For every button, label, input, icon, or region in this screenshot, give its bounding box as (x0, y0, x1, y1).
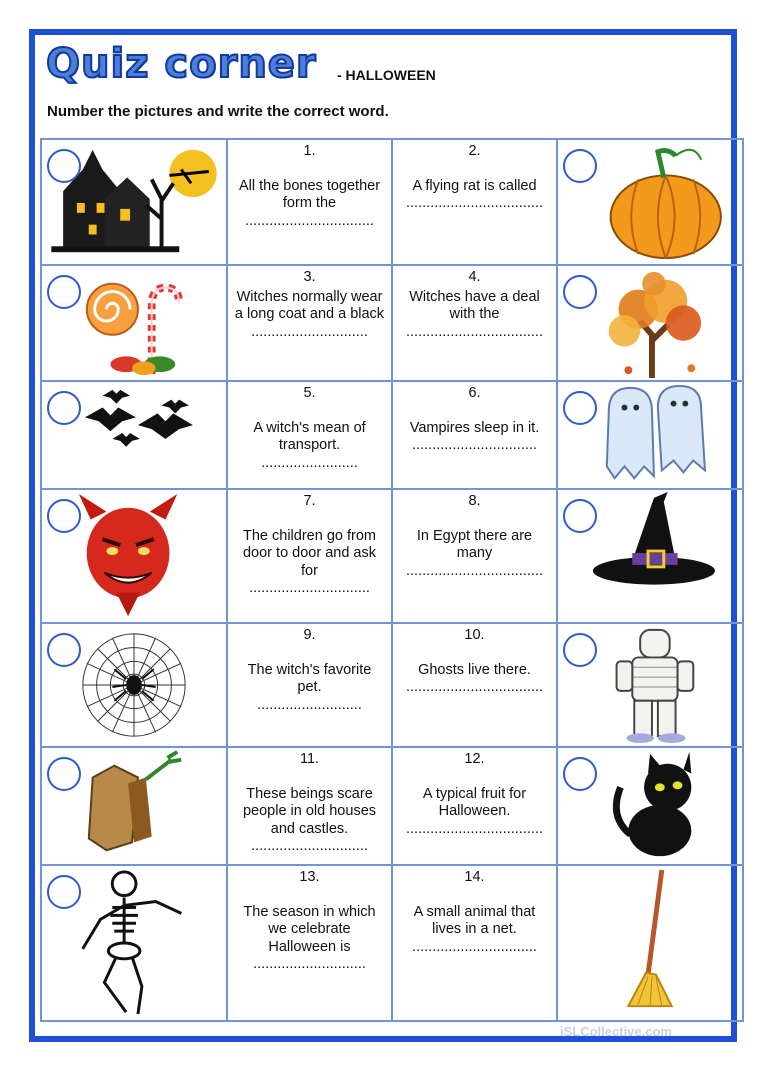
clue-cell (392, 623, 557, 747)
clue-number: 5. (303, 385, 316, 401)
table-row (41, 747, 743, 865)
answer-circle[interactable] (563, 391, 597, 425)
answer-line[interactable]: .................................. (406, 820, 543, 837)
picture-cell (557, 747, 743, 865)
clue-text: These beings scare people in old houses and castles. (242, 785, 377, 837)
picture-cell (41, 865, 227, 1021)
answer-line[interactable]: .................................. (406, 679, 543, 695)
clue-cell (227, 265, 392, 381)
answer-circle[interactable] (563, 275, 597, 309)
clue-cell (227, 623, 392, 747)
picture-cell (41, 139, 227, 265)
page-subtitle: - HALLOWEEN (337, 67, 436, 83)
clue-number: 13. (299, 869, 320, 885)
answer-circle[interactable] (563, 149, 597, 183)
answer-line[interactable]: ............................. (251, 323, 368, 340)
clue-cell (227, 381, 392, 489)
clue-number: 10. (464, 627, 485, 643)
clue-cell (392, 865, 557, 1021)
clue-cell (392, 747, 557, 865)
answer-line[interactable]: .................................. (406, 323, 543, 340)
clue-number: 12. (464, 751, 485, 767)
clue-cell (392, 381, 557, 489)
clue-text: The witch's favorite pet. (247, 661, 372, 695)
answer-line[interactable]: ............................... (412, 938, 537, 955)
clue-text: The children go from door to door and ask for (242, 527, 376, 579)
picture-cell (41, 747, 227, 865)
clue-cell (227, 865, 392, 1021)
clue-text: A witch's mean of transport. (253, 419, 366, 453)
table-row (41, 865, 743, 1021)
answer-line[interactable]: ............................. (251, 838, 368, 854)
clue-text: In Egypt there are many (416, 527, 533, 561)
clue-number: 14. (464, 869, 485, 885)
picture-cell (557, 489, 743, 623)
clue-text: Ghosts live there. (418, 661, 531, 678)
answer-line[interactable]: .................................. (406, 562, 543, 579)
answer-circle[interactable] (47, 149, 81, 183)
clue-text: Vampires sleep in it. (409, 419, 540, 436)
clue-text: A typical fruit for Halloween. (422, 785, 527, 819)
page-title: Quiz corner (46, 41, 317, 87)
answer-line[interactable]: ............................ (253, 956, 366, 972)
clue-text: A flying rat is called (412, 177, 537, 194)
clue-text: A small animal that lives in a net. (413, 903, 536, 937)
picture-cell (557, 623, 743, 747)
answer-line[interactable]: .................................. (406, 195, 543, 211)
clue-number: 8. (468, 493, 481, 509)
answer-line[interactable]: ................................ (245, 212, 374, 229)
table-row (41, 489, 743, 623)
picture-cell (557, 139, 743, 265)
clue-number: 4. (468, 269, 481, 285)
clue-number: 6. (468, 385, 481, 401)
instructions: Number the pictures and write the correct word. (47, 103, 389, 120)
table-row (41, 265, 743, 381)
clue-cell (227, 489, 392, 623)
answer-circle[interactable] (47, 391, 81, 425)
clue-number: 9. (303, 627, 316, 643)
watermark: iSLCollective.com (560, 1024, 672, 1039)
picture-cell (557, 865, 743, 1021)
answer-circle[interactable] (47, 499, 81, 533)
quiz-table (40, 138, 744, 1022)
clue-number: 7. (303, 493, 316, 509)
answer-circle[interactable] (563, 633, 597, 667)
answer-line[interactable]: ............................... (412, 437, 537, 453)
picture-cell (557, 265, 743, 381)
answer-circle[interactable] (563, 757, 597, 791)
clue-text: Witches have a deal with the (409, 288, 540, 322)
table-row (41, 381, 743, 489)
clue-cell (392, 489, 557, 623)
answer-line[interactable]: .............................. (249, 580, 370, 596)
table-row (41, 623, 743, 747)
clue-number: 11. (299, 751, 320, 767)
answer-circle[interactable] (563, 499, 597, 533)
clue-cell (227, 139, 392, 265)
clue-text: The season in which we celebrate Halloween is (243, 903, 376, 955)
broom-icon (558, 866, 742, 1020)
clue-text: All the bones together form the (238, 177, 381, 211)
clue-cell (392, 265, 557, 381)
picture-cell (41, 623, 227, 747)
clue-number: 1. (303, 143, 316, 159)
picture-cell (41, 489, 227, 623)
answer-circle[interactable] (47, 275, 81, 309)
answer-line[interactable]: .......................... (257, 696, 362, 713)
answer-line[interactable]: ........................ (261, 454, 358, 471)
answer-circle[interactable] (47, 633, 81, 667)
clue-text: Witches normally wear a long coat and a black (234, 288, 385, 322)
clue-number: 2. (468, 143, 481, 159)
table-row (41, 139, 743, 265)
answer-circle[interactable] (47, 757, 81, 791)
picture-cell (41, 381, 227, 489)
answer-circle[interactable] (47, 875, 81, 909)
picture-cell (557, 381, 743, 489)
clue-cell (392, 139, 557, 265)
picture-cell (41, 265, 227, 381)
clue-number: 3. (303, 269, 316, 285)
clue-cell (227, 747, 392, 865)
